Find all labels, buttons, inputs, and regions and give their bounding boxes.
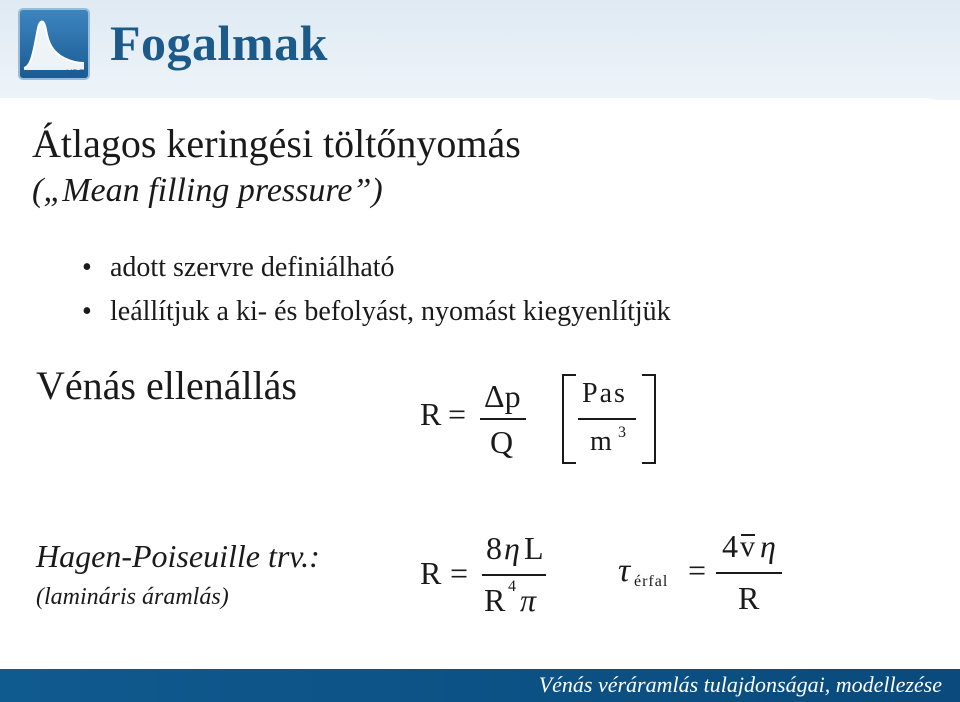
hagen-den-pi: π — [520, 582, 537, 618]
bullet-glyph: • — [82, 296, 92, 327]
section-heading: Átlagos keringési töltőnyomás — [32, 121, 521, 166]
venous-equals: = — [448, 396, 467, 432]
venous-denominator: Q — [490, 424, 514, 460]
bullet-text: adott szervre definiálható — [110, 252, 395, 283]
hagen-den-exp: 4 — [508, 578, 516, 595]
hagen-poiseuille-label: Hagen-Poiseuille trv.: — [36, 538, 320, 574]
hagen-equals: = — [450, 555, 469, 591]
shear-tau: τ — [618, 552, 631, 589]
logo-label: HDR — [66, 68, 86, 78]
pressure-curve-logo-icon — [18, 8, 90, 80]
bullet-list — [82, 246, 671, 334]
bullet-glyph: • — [82, 252, 92, 283]
unit-fraction-bar — [578, 418, 636, 420]
section-subheading: („Mean filling pressure”) — [32, 172, 383, 209]
venous-lhs: R — [420, 396, 442, 432]
hagen-lhs: R — [420, 555, 442, 591]
unit-exponent: 3 — [618, 424, 626, 441]
unit-bracket-left — [562, 374, 576, 464]
footer-bar — [0, 669, 960, 702]
shear-fraction-bar — [716, 572, 782, 574]
unit-bracket-right — [642, 374, 656, 464]
shear-den: R — [738, 580, 760, 616]
list-item — [82, 246, 671, 290]
hagen-num-L: L — [524, 530, 544, 566]
venous-resistance-label: Vénás ellenállás — [36, 363, 297, 408]
shear-subscript: érfal — [634, 573, 669, 590]
venous-fraction-bar — [480, 418, 526, 420]
hagen-fraction-bar — [482, 574, 546, 576]
hagen-den-R: R — [484, 582, 506, 618]
bullet-text: leállítjuk a ki- és befolyást, nyomást kiegyenlítjük — [110, 296, 671, 327]
list-item — [82, 290, 671, 334]
shear-num-coef: 4 — [722, 528, 738, 564]
unit-denominator: m — [590, 426, 612, 457]
unit-numerator: Pas — [582, 378, 627, 409]
hagen-num-eta: η — [504, 530, 520, 566]
hagen-num-coef: 8 — [486, 530, 502, 566]
laminar-note: (lamináris áramlás) — [36, 584, 229, 610]
shear-equals: = — [688, 552, 707, 588]
shear-num-eta: η — [760, 528, 776, 564]
venous-numerator: Δp — [484, 378, 521, 414]
footer-text: Vénás véráramlás tulajdonságai, modellezése — [538, 672, 942, 697]
shear-num-v: v — [740, 530, 755, 563]
page-title: Fogalmak — [110, 15, 328, 71]
